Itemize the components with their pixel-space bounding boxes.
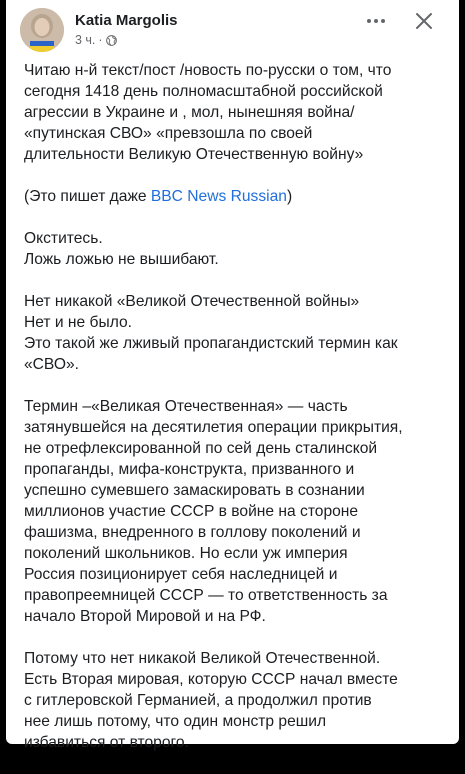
post-body — [24, 60, 449, 774]
line: длительности Великую Отечественную войну» — [24, 146, 364, 163]
line: Читаю н-й текст/пост /новость по-русски о том, что — [24, 62, 392, 79]
line: начало Второй Мировой и на РФ. — [24, 608, 266, 625]
line: поколений школьников. Но если уж империя — [24, 545, 348, 562]
line: правопреемницей СССР — то ответственность за — [24, 587, 388, 604]
paragraph-5 — [24, 396, 449, 627]
line: миллионов участие СССР в войне на стороне — [24, 503, 359, 520]
bbc-link[interactable]: BBC News Russian — [150, 188, 287, 205]
line: «СВО». — [24, 356, 79, 373]
line: Окститесь. — [24, 230, 103, 247]
close-icon — [414, 11, 434, 31]
meta-separator: · — [98, 33, 103, 47]
line: сегодня 1418 день полномасштабной российской — [24, 83, 383, 100]
paragraph-1 — [24, 60, 449, 165]
line: Потому что нет никакой Великой Отечественной. — [24, 650, 381, 667]
post-meta — [75, 33, 117, 47]
line: затянувшейся на десятилетия операции прикрытия, — [24, 419, 403, 436]
line: не отрефлексированной по сей день сталинской — [24, 440, 378, 457]
line: Нет никакой «Великой Отечественной войны» — [24, 293, 360, 310]
paragraph-2 — [24, 186, 449, 207]
line: агрессии в Украине и , мол, нынешняя война/ — [24, 104, 355, 121]
globe-icon — [106, 35, 117, 46]
paragraph-3 — [24, 228, 449, 270]
line: пропаганды, мифа-конструкта, призванного и — [24, 461, 355, 478]
paragraph-6 — [24, 648, 449, 753]
author-name[interactable]: Katia Margolis — [75, 12, 178, 29]
close-button[interactable] — [411, 8, 437, 34]
more-options-button[interactable] — [363, 10, 389, 32]
line: Термин –«Великая Отечественная» — часть — [24, 398, 348, 415]
post-time[interactable]: 3 ч. — [75, 33, 96, 47]
line: успешно сумевшего замаскировать в сознании — [24, 482, 365, 499]
line: ) — [286, 188, 293, 205]
line: «путинская СВО» «превзошла по своей — [24, 125, 313, 142]
avatar-image — [20, 8, 64, 52]
line: Есть Вторая мировая, которую СССР начал вместе — [24, 671, 398, 688]
line: Это такой же лживый пропагандистский термин как — [24, 335, 398, 352]
line: избавиться от второго. — [24, 734, 189, 751]
line: Ложь ложью не вышибают. — [24, 251, 219, 268]
line: Нет и не было. — [24, 314, 132, 331]
avatar[interactable] — [20, 8, 64, 52]
line: нее лишь потому, что один монстр решил — [24, 713, 327, 730]
paragraph-4 — [24, 291, 449, 375]
line: фашизма, внедренного в голлову поколений и — [24, 524, 361, 541]
line: Россия позиционирует себя наследницей и — [24, 566, 338, 583]
post-header — [20, 8, 447, 56]
line: с гитлеровской Германией, а продолжил против — [24, 692, 372, 709]
post-card — [6, 0, 459, 751]
line: (Это пишет даже — [24, 188, 151, 205]
more-options-icon — [366, 18, 386, 24]
